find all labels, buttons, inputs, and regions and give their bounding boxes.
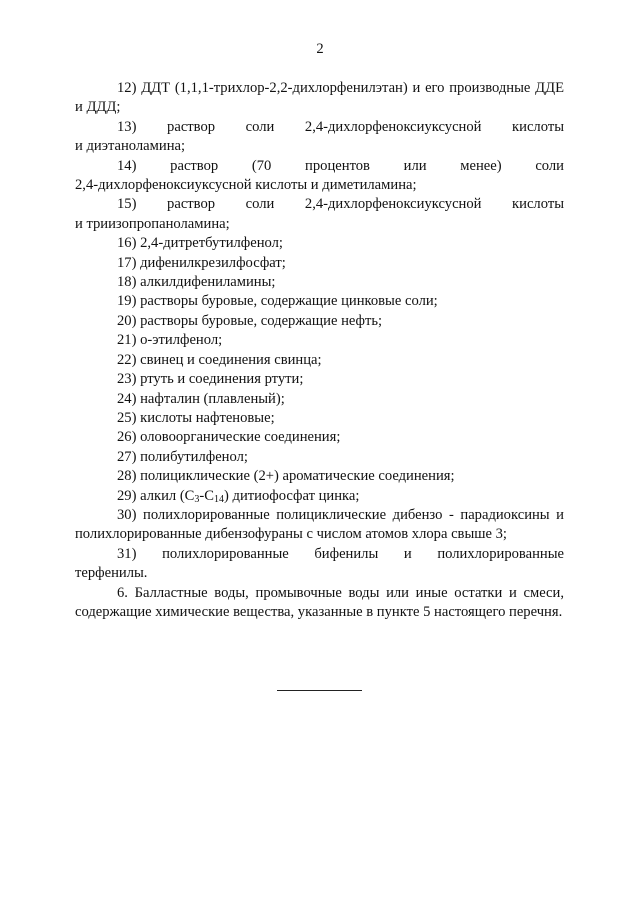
list-item-29-suffix: ) дитиофосфат цинка;	[224, 487, 360, 504]
list-item-14: 14) раствор (70 процентов или менее) соли	[117, 157, 564, 174]
list-item-25: 25) кислоты нафтеновые;	[117, 409, 275, 426]
list-item-16: 16) 2,4-дитретбутилфенол;	[117, 235, 283, 252]
list-item-20: 20) растворы буровые, содержащие нефть;	[117, 312, 383, 329]
end-divider-line	[277, 690, 362, 691]
list-item-13-continuation: и диэтаноламина;	[75, 138, 186, 155]
list-item-18: 18) алкилдифениламины;	[117, 274, 276, 291]
list-item-29-subscript-2: 14	[214, 493, 225, 505]
list-item-29-prefix: 29) алкил (С	[117, 487, 195, 504]
list-item-14-continuation: 2,4-дихлорфеноксиуксусной кислоты и диметиламина;	[75, 177, 417, 194]
list-item-24: 24) нафталин (плавленый);	[117, 390, 285, 407]
page-number: 2	[316, 41, 324, 57]
paragraph-6: 6. Балластные воды, промывочные воды или иные остатки и смеси, содержащие химические вещества, указанные в пункте 5 настоящего перечня.	[75, 584, 564, 620]
list-item-29-mid: -С	[199, 487, 215, 504]
list-item-15-continuation: и триизопропаноламина;	[75, 215, 230, 232]
list-item-29	[75, 487, 564, 506]
list-item-21: 21) о-этилфенол;	[117, 332, 223, 349]
list-item-31-continuation: терфенилы.	[75, 565, 148, 582]
list-item-15: 15) раствор соли 2,4-дихлорфеноксиуксусной кислоты	[117, 196, 564, 213]
list-item-26: 26) оловоорганические соединения;	[117, 429, 341, 446]
list-item-19: 19) растворы буровые, содержащие цинковые соли;	[117, 293, 438, 310]
list-item-17: 17) дифенилкрезилфосфат;	[117, 254, 286, 271]
list-item-23: 23) ртуть и соединения ртути;	[117, 371, 304, 388]
list-item-28: 28) полициклические (2+) ароматические соединения;	[117, 468, 455, 485]
list-item-27: 27) полибутилфенол;	[117, 448, 248, 465]
list-item-30: 30) полихлорированные полициклические дибензо - парадиоксины и полихлорированные дибензофураны с числом атомов хлора свыше 3;	[75, 506, 564, 543]
list-item-29-subscript-1: 3	[194, 493, 200, 505]
list-item-31: 31) полихлорированные бифенилы и полихлорированные	[117, 545, 564, 562]
list-item-12: 12) ДДТ (1,1,1-трихлор-2,2-дихлорфенилэтан) и его производные ДДЕ и ДДД;	[75, 80, 564, 116]
list-item-22: 22) свинец и соединения свинца;	[117, 351, 322, 368]
list-item-13: 13) раствор соли 2,4-дихлорфеноксиуксусной кислоты	[117, 118, 564, 135]
document-body	[75, 79, 564, 622]
